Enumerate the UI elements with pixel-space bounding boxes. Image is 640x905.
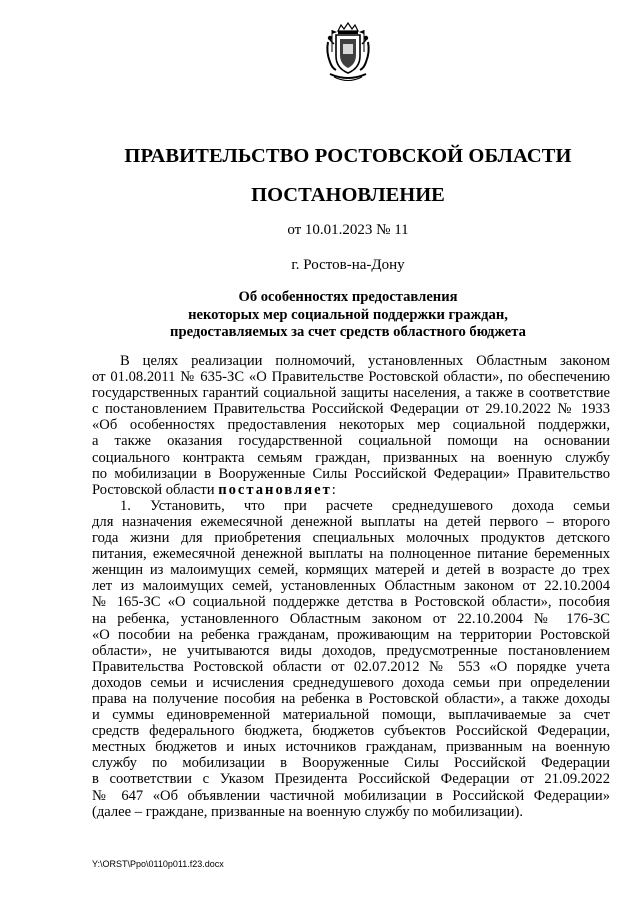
- item-line: и суммы единовременной материальной помощи, выплачиваемые за счет: [92, 707, 610, 724]
- preamble-line: «Об особенностях предоставления некоторых мер социальной поддержки,: [92, 417, 610, 434]
- item-line: (далее – граждане, призванные на военную службу по мобилизации).: [92, 803, 523, 820]
- item-line: доходов семьи и исчисления среднедушевого дохода семьи при определении: [92, 674, 610, 691]
- item-line: права на получение пособия на ребенка в Ростовской области», а также доходы: [92, 690, 610, 707]
- subject-line: некоторых мер социальной поддержки граждан,: [188, 306, 508, 323]
- preamble-line: по мобилизации в Вооруженные Силы Российской Федерации» Правительство: [92, 465, 610, 482]
- preamble-line: социального контракта семьям граждан, призванных на военную службу: [92, 449, 610, 466]
- preamble-last-line: [92, 482, 610, 498]
- document-type: ПОСТАНОВЛЕНИЕ: [251, 184, 445, 206]
- subject-line: предоставляемых за счет средств областного бюджета: [170, 324, 526, 340]
- preamble-line: государственных гарантий социальной защиты населения, а также в соответствие: [92, 385, 610, 402]
- preamble-line: от 01.08.2011 № 635-ЗС «О Правительстве Ростовской области», по обеспечению: [92, 369, 610, 386]
- item-line: области», не учитываются виды доходов, предусмотренные постановлением: [92, 642, 610, 659]
- item-line: «О пособии на ребенка гражданам, проживающим на территории Ростовской: [92, 626, 610, 643]
- item-line: на ребенка, установленного Областным законом от 22.10.2004 № 176-ЗС: [92, 610, 610, 627]
- preamble-line: а также оказания государственной социальной помощи на основании: [92, 433, 610, 450]
- document-date-number: от 10.01.2023 № 11: [287, 222, 409, 238]
- item-line: года жизни для приобретения специальных молочных продуктов детского: [92, 530, 610, 547]
- document-subject: [0, 289, 640, 342]
- preamble-last-prefix: Ростовской области: [92, 481, 219, 498]
- item-line: средств федерального бюджета, бюджетов субъектов Российской Федерации,: [92, 723, 610, 740]
- preamble-line: В целях реализации полномочий, установленных Областным законом: [120, 353, 610, 369]
- subject-line: Об особенностях предоставления: [238, 289, 458, 305]
- item-line: местных бюджетов и иных источников гражданам, призванным на военную: [92, 739, 610, 756]
- item-line: № 165-ЗС «О социальной поддержке детства в Ростовской области», пособия: [92, 594, 610, 611]
- item-line: 1. Установить, что при расчете среднедушевого дохода семьи: [120, 497, 610, 514]
- item-line: женщин из малоимущих семей, кормящих матерей и детей в возрасте до трех: [92, 562, 610, 579]
- item-line: питания, ежемесячной денежной выплаты на полноценное питание беременных: [92, 546, 610, 563]
- item-line: для назначения ежемесячной денежной выплаты на детей первого – второго: [92, 513, 610, 530]
- document-city: г. Ростов-на-Дону: [291, 257, 405, 273]
- preamble-line: с постановлением Правительства Российской Федерации от 29.10.2022 № 1933: [92, 401, 610, 418]
- item-line: № 647 «Об объявлении частичной мобилизации в Российской Федерации»: [92, 787, 610, 804]
- organization-title: ПРАВИТЕЛЬСТВО РОСТОВСКОЙ ОБЛАСТИ: [124, 145, 572, 167]
- item-line: службу по мобилизации в Вооруженные Силы Российской Федерации: [92, 755, 610, 772]
- file-path-footer: Y:\ORST\Ppo\0110p011.f23.docx: [92, 859, 224, 869]
- document-body: [92, 353, 610, 820]
- item-line: в соответствии с Указом Президента Российской Федерации от 21.09.2022: [92, 771, 610, 788]
- preamble-last-suffix: :: [331, 481, 336, 498]
- decree-word: постановляет: [218, 481, 332, 498]
- item-line: Правительства Ростовской области от 02.07.2012 № 553 «О порядке учета: [92, 658, 610, 675]
- item-line: лет из малоимущих семей, установленных Областным законом от 22.10.2004: [92, 578, 610, 595]
- coat-of-arms-icon: [324, 22, 372, 84]
